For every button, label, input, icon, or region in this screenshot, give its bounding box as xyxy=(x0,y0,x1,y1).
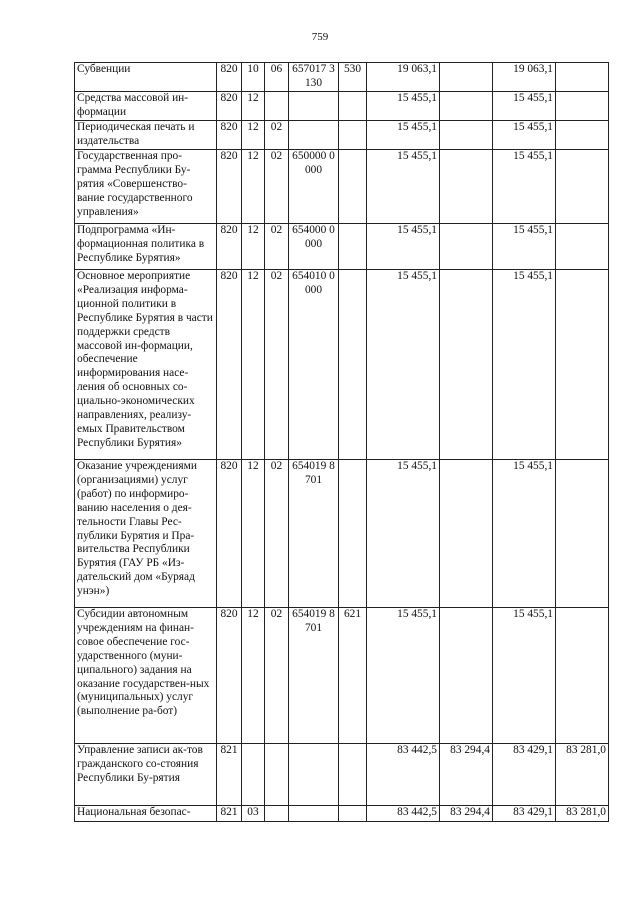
amount-3: 15 455,1 xyxy=(493,224,556,270)
amount-1: 15 455,1 xyxy=(367,121,440,150)
subsection-code xyxy=(265,92,289,121)
amount-3: 15 455,1 xyxy=(493,92,556,121)
table-row xyxy=(75,224,609,270)
table-row xyxy=(75,63,609,92)
amount-3: 19 063,1 xyxy=(493,63,556,92)
row-name: Государственная про-грамма Республики Бу-рятия «Совершенство-вание государственного управления» xyxy=(75,150,217,224)
expense-type-code xyxy=(339,224,367,270)
amount-1: 15 455,1 xyxy=(367,224,440,270)
section-code: 10 xyxy=(242,63,265,92)
amount-2 xyxy=(440,63,493,92)
expense-type-code xyxy=(339,150,367,224)
amount-4 xyxy=(556,608,609,744)
amount-4 xyxy=(556,460,609,608)
row-name: Оказание учреждениями (организациями) услуг (работ) по информиро-ванию населения о дея-тельности Главы Рес-публики Бурятия и Пра-вительства Республики Бурятия (ГАУ РБ «Из-дательский дом «Буряад унэн») xyxy=(75,460,217,608)
table-body xyxy=(75,63,609,822)
subsection-code: 06 xyxy=(265,63,289,92)
section-code: 12 xyxy=(242,460,265,608)
amount-1: 15 455,1 xyxy=(367,92,440,121)
ved-code: 820 xyxy=(217,150,242,224)
target-article-code: 650000 0000 xyxy=(289,150,339,224)
amount-2 xyxy=(440,150,493,224)
table-row xyxy=(75,806,609,822)
subsection-code xyxy=(265,744,289,806)
amount-1: 15 455,1 xyxy=(367,608,440,744)
section-code: 12 xyxy=(242,121,265,150)
expense-type-code xyxy=(339,270,367,460)
subsection-code: 02 xyxy=(265,460,289,608)
section-code: 12 xyxy=(242,608,265,744)
row-name: Субвенции xyxy=(75,63,217,92)
amount-4: 83 281,0 xyxy=(556,744,609,806)
ved-code: 820 xyxy=(217,224,242,270)
expense-type-code xyxy=(339,121,367,150)
ved-code: 821 xyxy=(217,806,242,822)
subsection-code xyxy=(265,806,289,822)
table-row xyxy=(75,121,609,150)
target-article-code: 654019 8701 xyxy=(289,608,339,744)
row-name: Периодическая печать и издательства xyxy=(75,121,217,150)
table-row xyxy=(75,608,609,744)
ved-code: 820 xyxy=(217,121,242,150)
section-code: 12 xyxy=(242,92,265,121)
subsection-code: 02 xyxy=(265,121,289,150)
ved-code: 820 xyxy=(217,270,242,460)
amount-2 xyxy=(440,608,493,744)
amount-1: 83 442,5 xyxy=(367,806,440,822)
amount-2 xyxy=(440,460,493,608)
amount-4 xyxy=(556,63,609,92)
section-code: 12 xyxy=(242,150,265,224)
target-article-code xyxy=(289,744,339,806)
section-code: 12 xyxy=(242,224,265,270)
amount-4: 83 281,0 xyxy=(556,806,609,822)
amount-3: 15 455,1 xyxy=(493,270,556,460)
ved-code: 821 xyxy=(217,744,242,806)
target-article-code xyxy=(289,121,339,150)
table-row xyxy=(75,92,609,121)
amount-2: 83 294,4 xyxy=(440,806,493,822)
table-row xyxy=(75,744,609,806)
ved-code: 820 xyxy=(217,460,242,608)
amount-3: 15 455,1 xyxy=(493,608,556,744)
row-name: Основное мероприятие «Реализация информа-ционной политики в Республике Бурятия в части поддержки средств массовой ин-формации, обеспечение информирования насе-ления об основных со-циально-экономических направлениях, реализу-емых Правительством Республики Бурятия» xyxy=(75,270,217,460)
budget-table xyxy=(74,62,609,822)
target-article-code: 657017 3130 xyxy=(289,63,339,92)
section-code xyxy=(242,744,265,806)
amount-4 xyxy=(556,150,609,224)
row-name: Подпрограмма «Ин-формационная политика в Республике Бурятия» xyxy=(75,224,217,270)
amount-1: 19 063,1 xyxy=(367,63,440,92)
subsection-code: 02 xyxy=(265,270,289,460)
expense-type-code xyxy=(339,460,367,608)
amount-3: 15 455,1 xyxy=(493,150,556,224)
row-name: Национальная безопас- xyxy=(75,806,217,822)
amount-4 xyxy=(556,92,609,121)
target-article-code: 654019 8701 xyxy=(289,460,339,608)
row-name: Средства массовой ин-формации xyxy=(75,92,217,121)
ved-code: 820 xyxy=(217,608,242,744)
table-row xyxy=(75,270,609,460)
expense-type-code xyxy=(339,806,367,822)
amount-4 xyxy=(556,121,609,150)
amount-1: 15 455,1 xyxy=(367,150,440,224)
amount-4 xyxy=(556,270,609,460)
amount-3: 83 429,1 xyxy=(493,744,556,806)
table-row xyxy=(75,150,609,224)
amount-2 xyxy=(440,270,493,460)
section-code: 12 xyxy=(242,270,265,460)
amount-3: 15 455,1 xyxy=(493,121,556,150)
page-number: 759 xyxy=(311,31,329,43)
expense-type-code xyxy=(339,744,367,806)
amount-4 xyxy=(556,224,609,270)
amount-2 xyxy=(440,224,493,270)
ved-code: 820 xyxy=(217,63,242,92)
row-name: Субсидии автономным учреждениям на финан-совое обеспечение гос-ударственного (муни-ципального) задания на оказание государствен-ных (муниципальных) услуг (выполнение ра-бот) xyxy=(75,608,217,744)
amount-2 xyxy=(440,92,493,121)
amount-1: 15 455,1 xyxy=(367,460,440,608)
amount-2: 83 294,4 xyxy=(440,744,493,806)
amount-3: 83 429,1 xyxy=(493,806,556,822)
table-row xyxy=(75,460,609,608)
amount-2 xyxy=(440,121,493,150)
section-code: 03 xyxy=(242,806,265,822)
target-article-code xyxy=(289,92,339,121)
expense-type-code: 530 xyxy=(339,63,367,92)
row-name: Управление записи ак-тов гражданского со-стояния Республики Бу-рятия xyxy=(75,744,217,806)
amount-1: 15 455,1 xyxy=(367,270,440,460)
amount-3: 15 455,1 xyxy=(493,460,556,608)
ved-code: 820 xyxy=(217,92,242,121)
target-article-code xyxy=(289,806,339,822)
expense-type-code xyxy=(339,92,367,121)
target-article-code: 654000 0000 xyxy=(289,224,339,270)
subsection-code: 02 xyxy=(265,608,289,744)
amount-1: 83 442,5 xyxy=(367,744,440,806)
target-article-code: 654010 0000 xyxy=(289,270,339,460)
expense-type-code: 621 xyxy=(339,608,367,744)
subsection-code: 02 xyxy=(265,224,289,270)
subsection-code: 02 xyxy=(265,150,289,224)
